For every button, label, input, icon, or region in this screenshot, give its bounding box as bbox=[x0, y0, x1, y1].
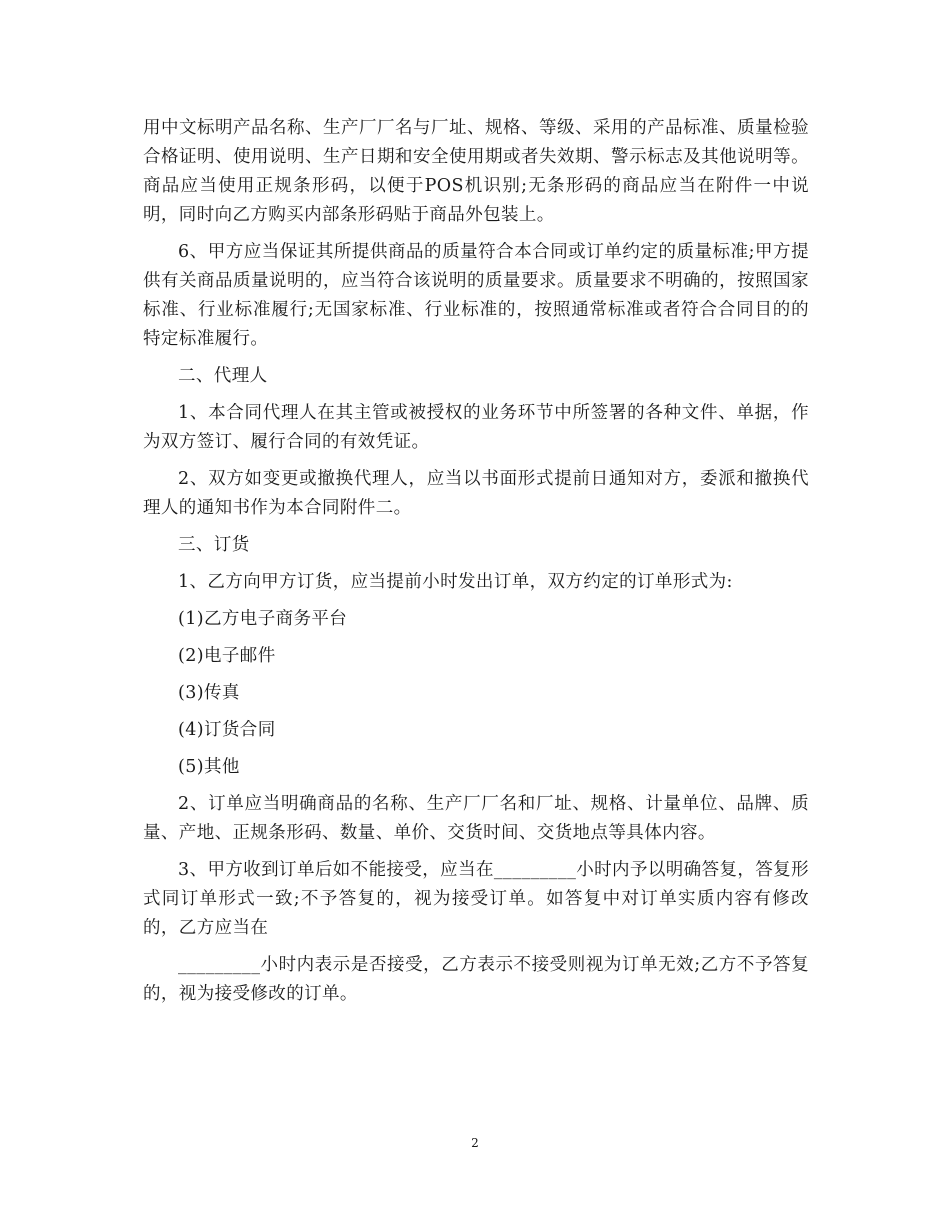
list-item-order-form-4: (4)订货合同 bbox=[178, 720, 276, 740]
paragraph-2: 6、甲方应当保证其所提供商品的质量符合本合同或订单约定的质量标准;甲方提供有关商品质量说明的，应当符合该说明的质量要求。质量要求不明确的，按照国家标准、行业标准履行;无国家标准、行业标准的，按照通常标准或者符合合同目的的特定标准履行。 bbox=[143, 242, 809, 349]
paragraph-order-1: 1、乙方向甲方订货，应当提前小时发出订单，双方约定的订单形式为: bbox=[178, 572, 733, 592]
list-item-order-form-3: (3)传真 bbox=[178, 683, 240, 703]
list-item-order-form-2: (2)电子邮件 bbox=[178, 646, 276, 666]
section-heading-agent: 二、代理人 bbox=[178, 366, 268, 386]
paragraph-agent-1: 1、本合同代理人在其主管或被授权的业务环节中所签署的各种文件、单据，作为双方签订、履行合同的有效凭证。 bbox=[143, 403, 809, 452]
document-body bbox=[143, 114, 809, 1017]
list-item-order-form-5: (5)其他 bbox=[178, 757, 240, 777]
list-item-order-form-1: (1)乙方电子商务平台 bbox=[178, 609, 348, 629]
section-heading-ordering: 三、订货 bbox=[178, 535, 250, 555]
paragraph-agent-2: 2、双方如变更或撤换代理人，应当以书面形式提前日通知对方，委派和撤换代理人的通知书作为本合同附件二。 bbox=[143, 469, 809, 518]
paragraph-1: 用中文标明产品名称、生产厂厂名与厂址、规格、等级、采用的产品标准、质量检验合格证明、使用说明、生产日期和安全使用期或者失效期、警示标志及其他说明等。商品应当使用正规条形码，以便于POS机识别;无条形码的商品应当在附件一中说明，同时向乙方购买内部条形码贴于商品外包装上。 bbox=[143, 118, 809, 225]
page-number: 2 bbox=[471, 1136, 479, 1150]
paragraph-order-3-continued: _________小时内表示是否接受，乙方表示不接受则视为订单无效;乙方不予答复的，视为接受修改的订单。 bbox=[143, 955, 809, 1004]
paragraph-order-3: 3、甲方收到订单后如不能接受，应当在_________小时内予以明确答复，答复形式同订单形式一致;不予答复的，视为接受订单。如答复中对订单实质内容有修改的，乙方应当在 bbox=[143, 860, 809, 938]
paragraph-order-2: 2、订单应当明确商品的名称、生产厂厂名和厂址、规格、计量单位、品牌、质量、产地、正规条形码、数量、单价、交货时间、交货地点等具体内容。 bbox=[143, 794, 809, 843]
